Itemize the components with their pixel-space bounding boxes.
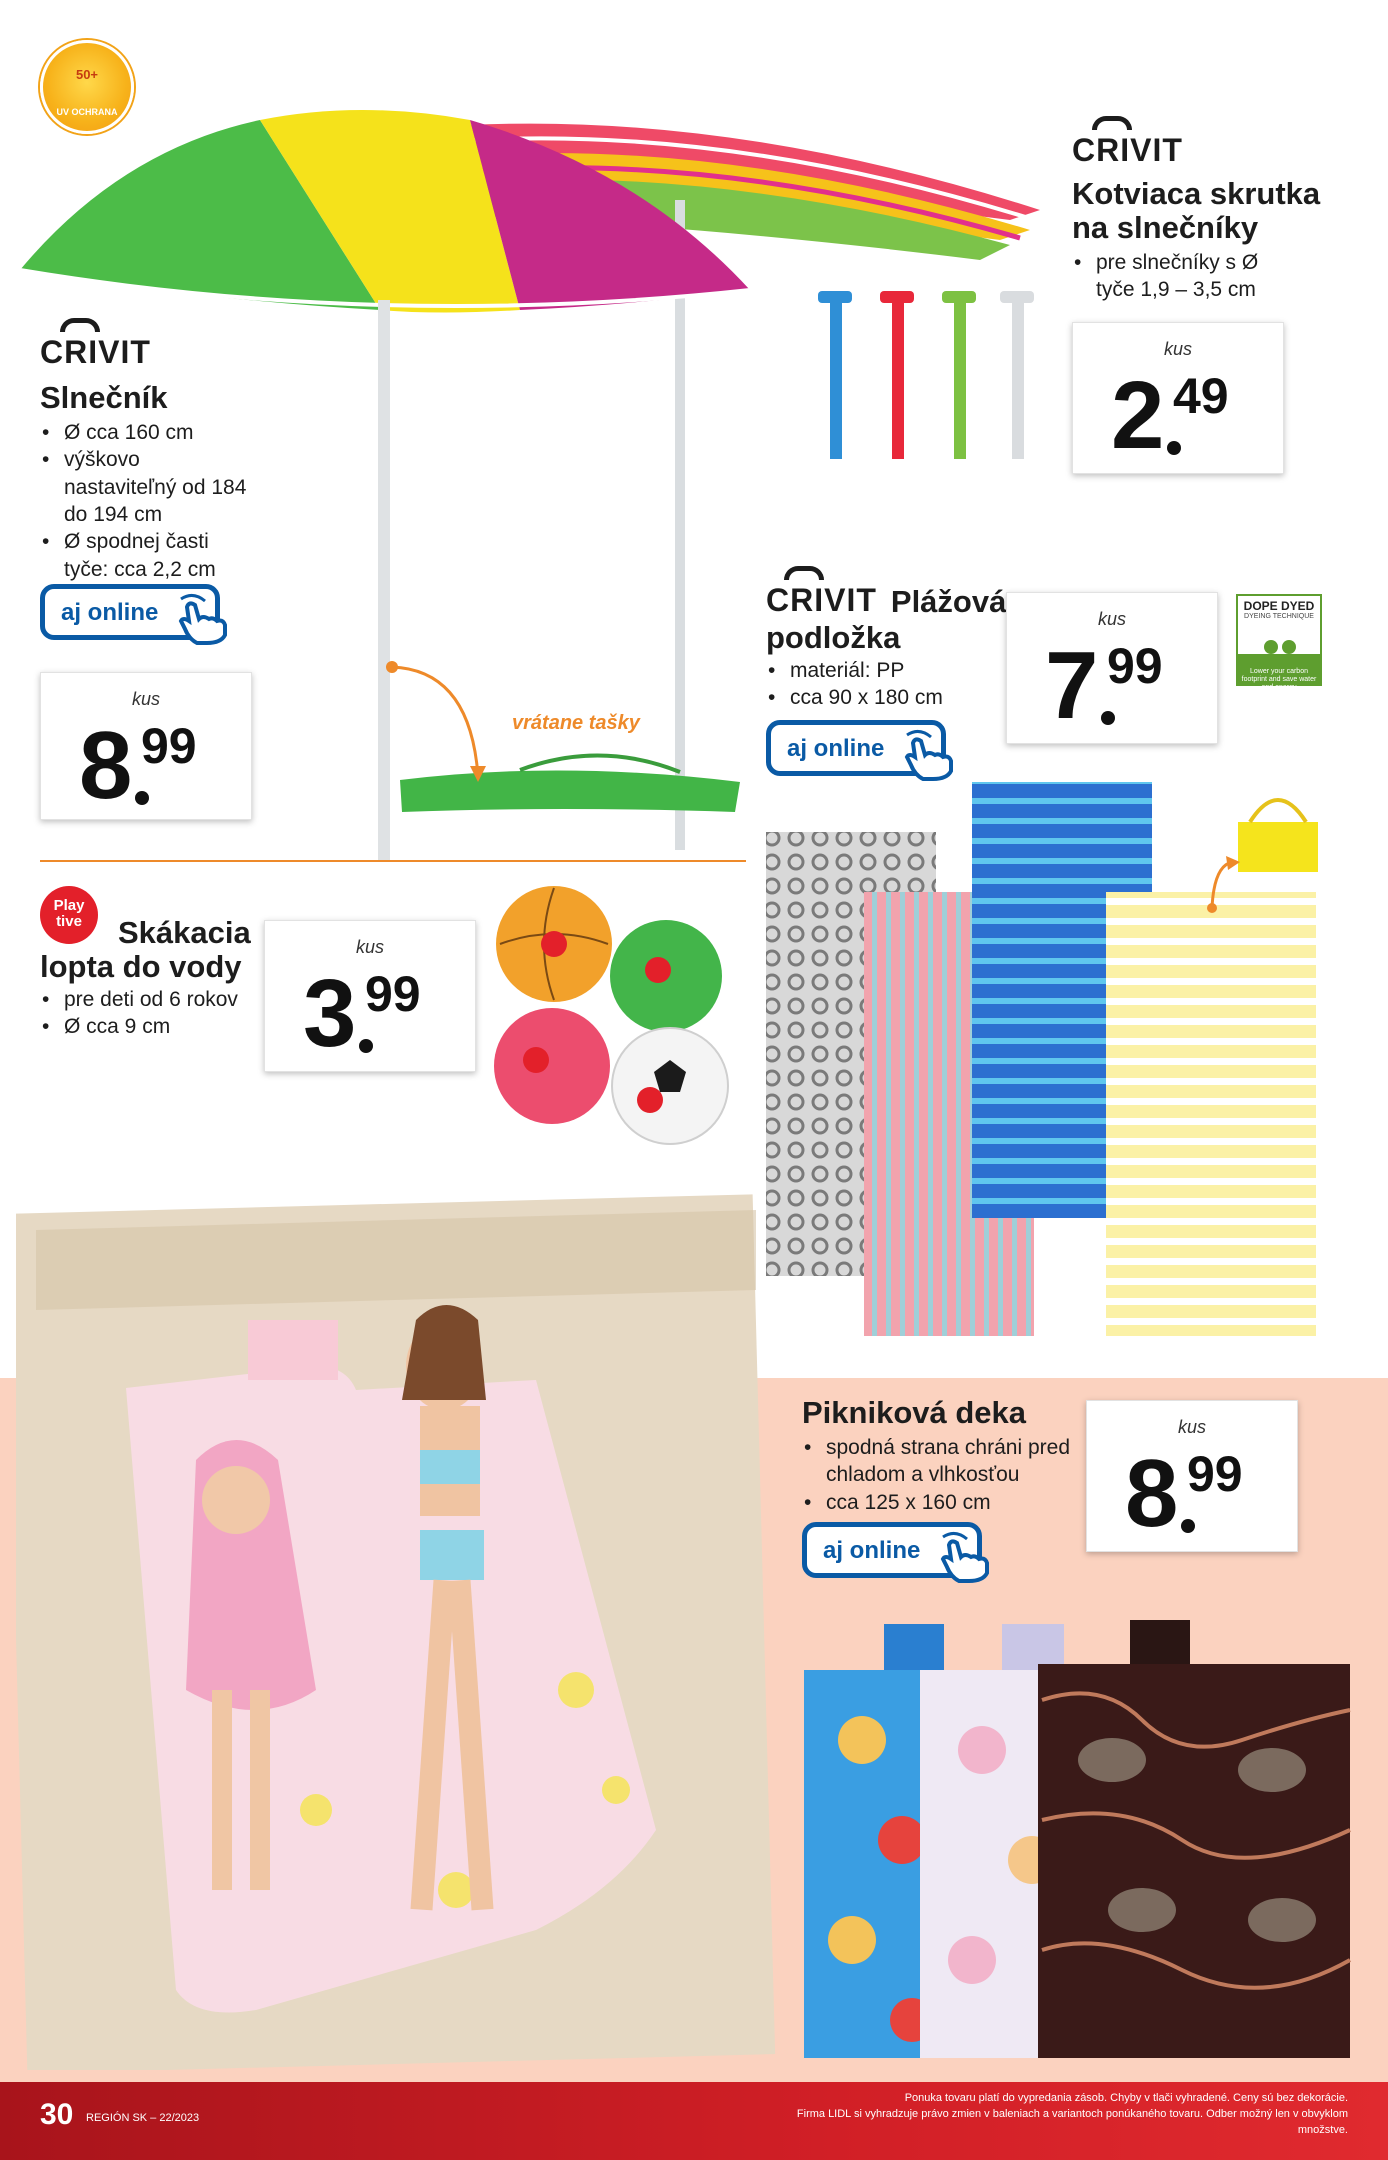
crivit-arc-icon xyxy=(1092,116,1132,130)
pointer-hand-icon xyxy=(895,729,959,781)
feature-list xyxy=(40,986,280,1041)
price-integer: 7 xyxy=(1045,632,1095,739)
dope-dyed-badge xyxy=(1236,594,1322,691)
blanket-pillow xyxy=(248,1320,338,1380)
crivit-logo xyxy=(1072,116,1372,169)
feature-list xyxy=(802,1434,1072,1516)
green-screw xyxy=(942,291,976,459)
price-dot xyxy=(1101,711,1115,725)
umbrella-bag xyxy=(400,755,740,812)
price-box xyxy=(264,920,476,1072)
bag-note: vrátane tašky xyxy=(512,712,640,734)
title-line: na slnečníky xyxy=(1072,210,1259,246)
disclaimer xyxy=(788,2090,1348,2138)
crivit-logo xyxy=(766,566,877,619)
crivit-arc-icon xyxy=(784,566,824,580)
price-dot xyxy=(135,791,149,805)
unit-label: kus xyxy=(1163,339,1192,359)
product-title: Pikniková deka xyxy=(802,1395,1027,1430)
brand-name: CRIVIT xyxy=(766,582,877,618)
page-footer xyxy=(0,2082,1388,2160)
pointer-hand-icon xyxy=(931,1531,995,1583)
divider xyxy=(40,860,746,862)
umbrella-info xyxy=(40,318,370,583)
title-line: podložka xyxy=(766,620,901,655)
feature-item: • Ø cca 9 cm xyxy=(40,1013,280,1040)
pink-ball xyxy=(494,1008,610,1124)
price-decimal: 99 xyxy=(1187,1446,1243,1502)
product-title xyxy=(1072,177,1372,245)
feature-list xyxy=(766,657,1006,712)
dope-subtitle: DYEING TECHNIQUE xyxy=(1244,613,1314,620)
beach-mats-image xyxy=(760,778,1324,1338)
uv-badge-value: 50+ xyxy=(75,67,99,82)
feature-item: • pre deti od 6 rokov xyxy=(40,986,280,1013)
feature-item: • cca 125 x 160 cm xyxy=(802,1489,1072,1516)
online-label: aj online xyxy=(823,1537,921,1564)
price-dot xyxy=(1181,1519,1195,1533)
crivit-arc-icon xyxy=(60,318,100,332)
disclaimer-line: Ponuka tovaru platí do vypredania zásob. Chyby v tlači vyhradené. Ceny sú bez dekorácie. xyxy=(904,2092,1348,2104)
uv-badge-label: UV OCHRANA xyxy=(56,107,118,117)
white-screw xyxy=(1000,291,1034,459)
title-line: Kotviaca skrutka xyxy=(1072,176,1321,211)
balls-image xyxy=(486,880,736,1150)
disclaimer-line: Firma LIDL si vyhradzuje právo zmien v baleniach a variantoch ponúkaného tovaru. Odber možný len v obvyklom množstve. xyxy=(796,2108,1348,2136)
unit-label: kus xyxy=(1097,609,1126,629)
price-decimal: 99 xyxy=(365,966,421,1022)
price-integer: 2 xyxy=(1111,362,1161,469)
feature-item: • materiál: PP xyxy=(766,657,1006,684)
ball-title xyxy=(40,916,270,984)
feature-list xyxy=(1072,249,1302,304)
online-label: aj online xyxy=(787,735,885,762)
price-box xyxy=(1086,1400,1298,1552)
unit-label: kus xyxy=(1177,1417,1206,1437)
online-label: aj online xyxy=(61,599,159,626)
blue-screw xyxy=(818,291,852,459)
price-integer: 8 xyxy=(79,712,129,819)
feature-item: • cca 90 x 180 cm xyxy=(766,684,1006,711)
water-drop-icon xyxy=(1264,640,1278,654)
price-decimal: 99 xyxy=(1107,638,1163,694)
aj-online-button[interactable] xyxy=(802,1522,982,1578)
jurassic-world-blanket xyxy=(1038,1620,1350,2058)
feature-item: • pre slnečníky s Ø tyče 1,9 – 3,5 cm xyxy=(1072,249,1302,304)
aj-online-button[interactable] xyxy=(766,720,946,776)
dope-note: Lower your carbon footprint and save water and energy xyxy=(1238,654,1320,684)
pointer-hand-icon xyxy=(169,593,233,645)
feature-item: • výškovo nastaviteľný od 184 do 194 cm xyxy=(40,446,250,528)
yellow-mat xyxy=(1106,892,1316,1336)
feature-item: • spodná strana chráni pred chladom a vlhkosťou xyxy=(802,1434,1072,1489)
mat-title-row xyxy=(766,566,1006,619)
price-box xyxy=(1072,322,1284,474)
price-box xyxy=(1006,592,1218,744)
feature-item: • Ø spodnej časti tyče: cca 2,2 cm xyxy=(40,528,250,583)
price-dot xyxy=(1167,441,1181,455)
leaf-icon xyxy=(1282,640,1296,654)
unit-label: kus xyxy=(355,937,384,957)
brand-name: CRIVIT xyxy=(40,334,151,370)
unit-label: kus xyxy=(131,689,160,709)
picnic-blankets-image xyxy=(802,1620,1354,2062)
red-screw xyxy=(880,291,914,459)
title-line: lopta do vody xyxy=(40,949,242,985)
yellow-mat-bag xyxy=(1238,822,1318,872)
price-decimal: 49 xyxy=(1173,368,1229,424)
price-dot xyxy=(359,1039,373,1053)
anchor-screws-image xyxy=(810,285,1060,475)
playtive-logo: Play tive xyxy=(40,886,98,944)
brand-name: CRIVIT xyxy=(1072,132,1183,168)
price-decimal: 99 xyxy=(141,718,197,774)
price-integer: 3 xyxy=(303,960,353,1067)
blanket-info xyxy=(802,1396,1082,1516)
region-code: REGIÓN SK – 22/2023 xyxy=(86,2112,200,2124)
crivit-logo xyxy=(40,318,370,371)
mat-info xyxy=(766,566,1006,712)
title-line: Skákacia xyxy=(118,915,251,950)
dope-title: DOPE DYED xyxy=(1243,599,1315,613)
aj-online-button[interactable] xyxy=(40,584,220,640)
feature-list xyxy=(40,419,250,583)
title-line: Plážová xyxy=(890,583,1007,619)
price-box xyxy=(40,672,252,820)
product-title: Slnečník xyxy=(40,380,168,415)
picnic-lifestyle-photo xyxy=(16,1170,776,2070)
anchor-info xyxy=(1072,116,1372,304)
price-integer: 8 xyxy=(1125,1440,1175,1547)
page-number: 30 xyxy=(40,2098,74,2131)
feature-item: • Ø cca 160 cm xyxy=(40,419,250,446)
